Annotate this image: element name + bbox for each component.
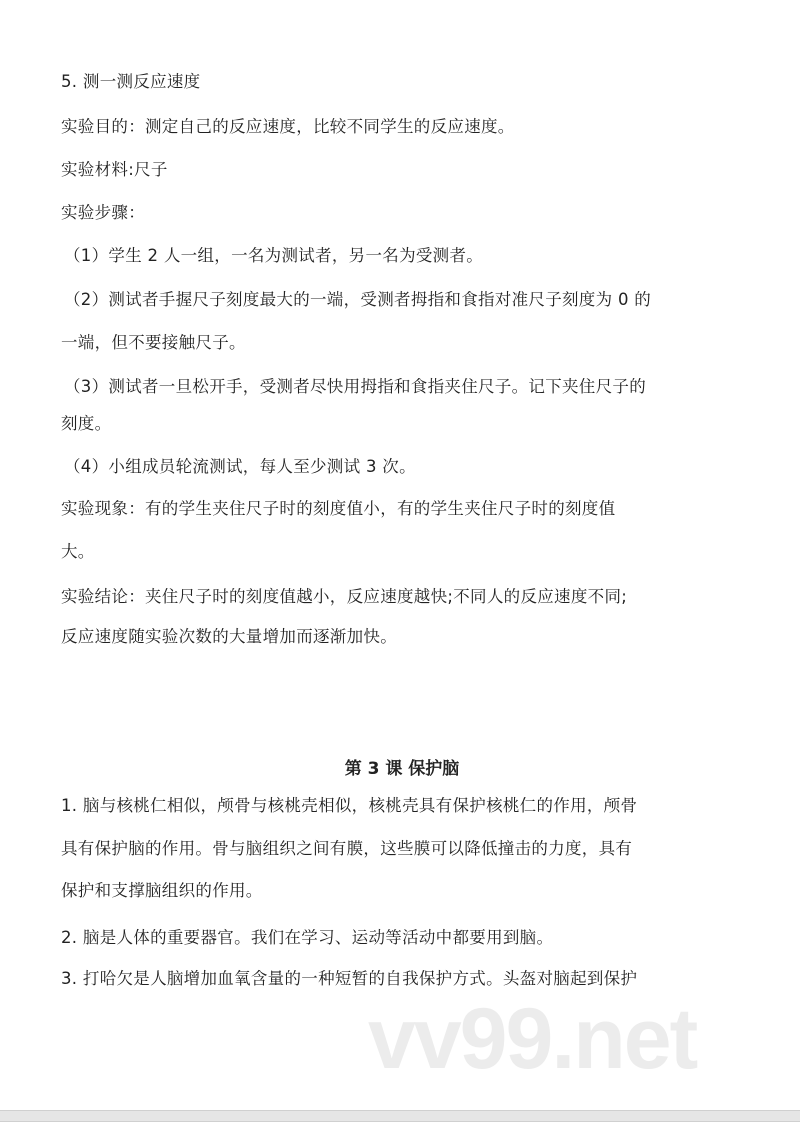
step-2-cont: 一端，但不要接触尺子。 [61,333,246,352]
experiment-conclusion: 实验结论：夹住尺子时的刻度值越小，反应速度越快;不同人的反应速度不同; [61,587,628,606]
experiment-phenomenon: 实验现象：有的学生夹住尺子时的刻度值小，有的学生夹住尺子时的刻度值 [61,499,616,518]
lesson-item-1: 1. 脑与核桃仁相似，颅骨与核桃壳相似，核桃壳具有保护核桃仁的作用，颅骨 [61,796,638,815]
step-3: （3）测试者一旦松开手，受测者尽快用拇指和食指夹住尺子。记下夹住尺子的 [64,377,646,396]
experiment-conclusion-cont: 反应速度随实验次数的大量增加而逐渐加快。 [61,627,397,646]
step-1: （1）学生 2 人一组，一名为测试者，另一名为受测者。 [64,246,484,265]
step-3-cont: 刻度。 [61,414,112,433]
experiment-purpose: 实验目的：测定自己的反应速度，比较不同学生的反应速度。 [61,117,515,136]
lesson-item-1-cont2: 保护和支撑脑组织的作用。 [61,881,263,900]
step-2: （2）测试者手握尺子刻度最大的一端，受测者拇指和食指对准尺子刻度为 0 的 [64,290,652,309]
lesson-item-2: 2. 脑是人体的重要器官。我们在学习、运动等活动中都要用到脑。 [61,928,554,947]
lesson-title: 第 3 课 保护脑 [344,759,460,779]
steps-label: 实验步骤： [61,203,145,222]
step-4: （4）小组成员轮流测试，每人至少测试 3 次。 [64,457,416,476]
watermark: vv99.net [368,991,697,1087]
lesson-item-3: 3. 打哈欠是人脑增加血氧含量的一种短暂的自我保护方式。头盔对脑起到保护 [61,969,638,988]
lesson-item-1-cont: 具有保护脑的作用。骨与脑组织之间有膜，这些膜可以降低撞击的力度，具有 [61,839,633,858]
experiment-materials: 实验材料:尺子 [61,160,168,179]
page-separator [0,1110,800,1122]
section-heading: 5. 测一测反应速度 [61,72,201,91]
experiment-phenomenon-cont: 大。 [61,542,95,561]
